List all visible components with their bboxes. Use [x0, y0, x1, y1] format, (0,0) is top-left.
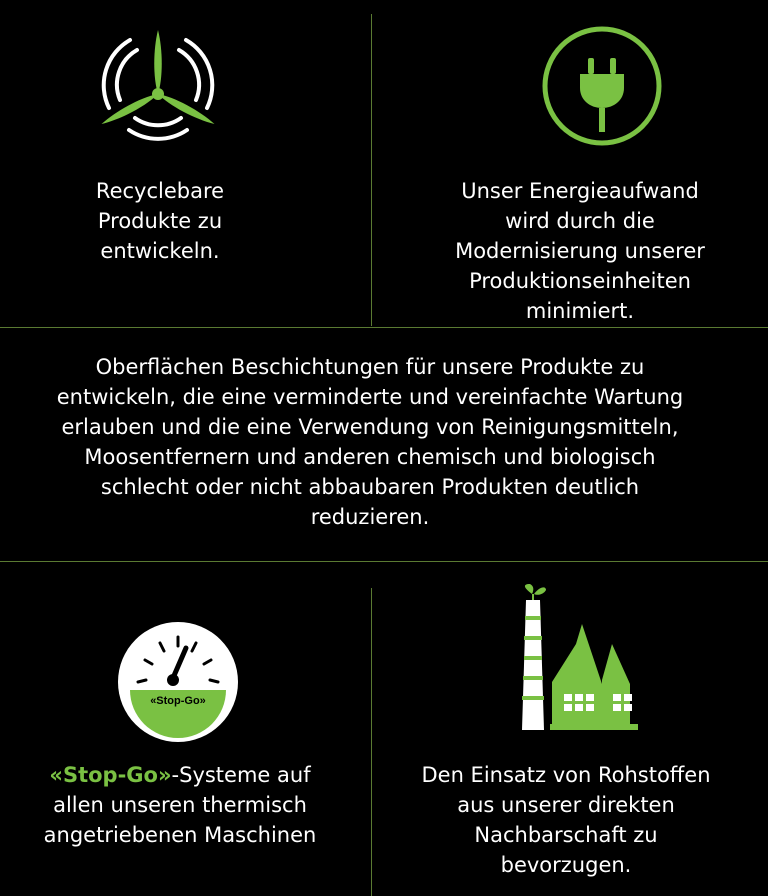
energy-reduction-text: Unser Energieaufwand wird durch die Modernisierung unserer Produktionseinheiten minimiert.	[455, 179, 705, 323]
stop-go-highlight: «Stop-Go»	[49, 763, 172, 787]
gauge-icon	[116, 620, 240, 744]
wind-turbine-icon	[100, 28, 216, 144]
stop-go-description: -Systeme auf allen unseren thermisch angetriebenen Maschinen	[43, 763, 317, 847]
lower-horizontal-divider	[0, 561, 768, 562]
recyclable-products-text: Recyclebare Produkte zu entwickeln.	[95, 179, 225, 263]
top-vertical-divider	[371, 14, 372, 326]
bottom-vertical-divider	[371, 588, 372, 896]
local-raw-materials-text: Den Einsatz von Rohstoffen aus unserer direkten Nachbarschaft zu bevorzugen.	[421, 763, 711, 877]
stop-go-systems-text	[10, 760, 350, 850]
power-plug-icon	[540, 24, 664, 148]
surface-coatings-text: Oberflächen Beschichtungen für unsere Produkte zu entwickeln, die eine verminderte und vereinfachte Wartung erlauben und die eine Verwendung von Reinigungsmitteln, Moosentfernern und anderen chemisch und biologisch schlecht oder nicht abbaubaren Produkten deutlich reduzieren.	[56, 355, 684, 529]
factory-icon	[512, 582, 648, 732]
stop-go-badge-label: «Stop-Go»	[150, 695, 206, 707]
upper-horizontal-divider	[0, 327, 768, 328]
